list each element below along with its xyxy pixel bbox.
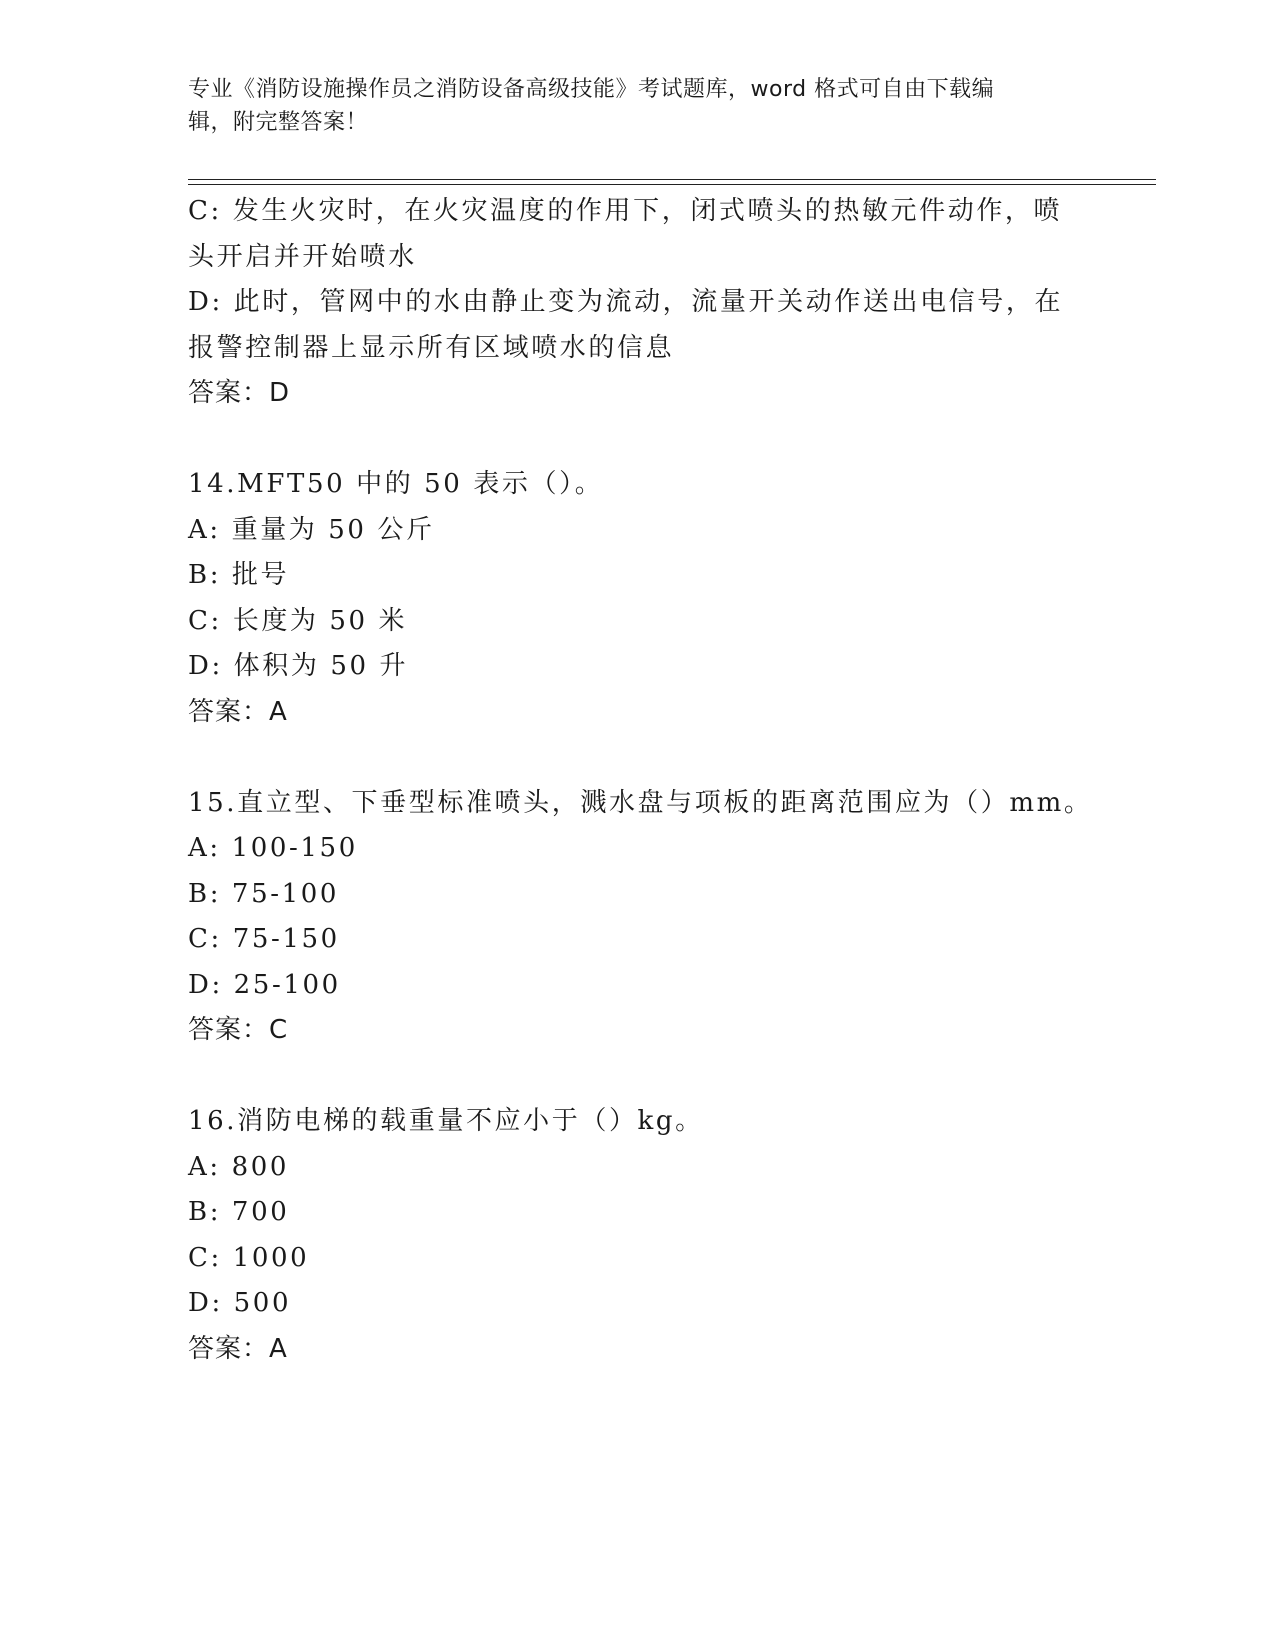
question-content bbox=[188, 189, 1093, 1372]
answer-line: 答案：A bbox=[188, 1333, 288, 1364]
header-divider-top bbox=[188, 179, 1156, 180]
option-c: C: 75-150 bbox=[188, 924, 340, 954]
option-a: A: 重量为 50 公斤 bbox=[188, 514, 435, 545]
option-a: A: 100-150 bbox=[188, 833, 358, 863]
option-b: B: 700 bbox=[188, 1197, 290, 1227]
question-stem: 15.直立型、下垂型标准喷头，溅水盘与项板的距离范围应为（）mm。 bbox=[188, 787, 1093, 818]
option-b: B: 75-100 bbox=[188, 878, 340, 909]
option-d-line-1: D: 此时，管网中的水由静止变为流动，流量开关动作送出电信号，在 bbox=[188, 287, 1064, 317]
spacer bbox=[188, 1054, 1088, 1100]
document-header bbox=[188, 73, 1088, 139]
question-stem: 16.消防电梯的载重量不应小于（）kg。 bbox=[188, 1106, 704, 1136]
question-stem: 14.MFT50 中的 50 表示（）。 bbox=[188, 469, 604, 499]
continued-question bbox=[188, 189, 1088, 417]
option-d: D: 25-100 bbox=[188, 969, 341, 1000]
option-c-line-2: 头开启并开始喷水 bbox=[188, 241, 417, 272]
spacer bbox=[188, 417, 1088, 463]
option-d-line-2: 报警控制器上显示所有区域喷水的信息 bbox=[188, 332, 675, 363]
option-c-line-1: C: 发生火灾时，在火灾温度的作用下，闭式喷头的热敏元件动作，喷 bbox=[188, 196, 1063, 226]
option-c: C: 长度为 50 米 bbox=[188, 605, 408, 636]
question-16 bbox=[188, 1099, 1088, 1372]
question-15 bbox=[188, 781, 1093, 1054]
header-line-2: 辑，附完整答案！ bbox=[188, 110, 369, 135]
header-line-1: 专业《消防设施操作员之消防设备高级技能》考试题库，word 格式可自由下载编 bbox=[188, 77, 995, 102]
answer-line: 答案：C bbox=[188, 1015, 289, 1045]
spacer bbox=[188, 735, 1088, 781]
option-d: D: 500 bbox=[188, 1288, 292, 1318]
option-c: C: 1000 bbox=[188, 1242, 310, 1273]
option-d: D: 体积为 50 升 bbox=[188, 651, 409, 681]
question-14 bbox=[188, 462, 1088, 735]
header-divider-bottom bbox=[188, 184, 1156, 185]
answer-line: 答案：D bbox=[188, 378, 291, 408]
option-a: A: 800 bbox=[188, 1151, 290, 1182]
answer-line: 答案：A bbox=[188, 696, 288, 727]
option-b: B: 批号 bbox=[188, 560, 290, 590]
